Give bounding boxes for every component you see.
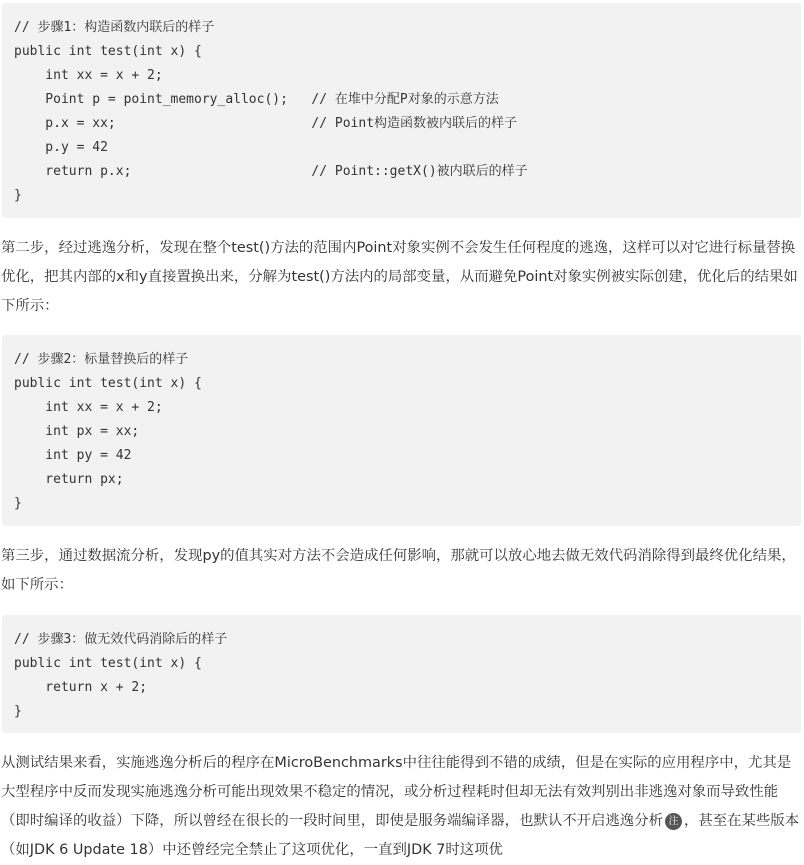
code-line: Point p = point_memory_alloc(); // 在堆中分配P对象的示意方法: [14, 92, 499, 107]
code-line: // 步骤3：做无效代码消除后的样子: [14, 632, 228, 647]
code-line: }: [14, 496, 22, 511]
code-line: }: [14, 188, 22, 203]
paragraph-text: ，甚至在某些版本（如JDK 6 Update 18）中还曾经完全禁止了这项优化，一直到JDK 7时这项优: [1, 813, 800, 858]
code-line: // 步骤1：构造函数内联后的样子: [14, 20, 215, 35]
code-line: return p.x; // Point::getX()被内联后的样子: [14, 164, 528, 179]
code-line: // 步骤2：标量替换后的样子: [14, 352, 189, 367]
paragraph-text: 从测试结果来看，实施逃逸分析后的程序在MicroBenchmarks中往往能得到不错的成绩，但是在实际的应用程序中，尤其是大型程序中反而发现实施逃逸分析可能出现效果不稳定的情况，或分析过程耗时但却无法有效判别出非逃逸对象而导致性能（即时编译的收益）下降，所以曾经在很长的一段时间里，即使是服务端编译器，也默认不开启逃逸分析: [1, 755, 792, 829]
code-line: return x + 2;: [14, 680, 148, 695]
code-line: public int test(int x) {: [14, 376, 202, 391]
paragraph-escape-analysis-results: [1, 749, 803, 865]
code-line: int xx = x + 2;: [14, 68, 163, 83]
code-line: }: [14, 704, 22, 719]
paragraph-step3-intro: 第三步，通过数据流分析，发现py的值其实对方法不会造成任何影响，那就可以放心地去做无效代码消除得到最终优化结果，如下所示：: [1, 548, 796, 593]
code-line: int xx = x + 2;: [14, 400, 163, 415]
footnote-badge[interactable]: 注: [665, 813, 682, 830]
code-line: int px = xx;: [14, 424, 140, 439]
paragraph-step2-intro: 第二步，经过逃逸分析，发现在整个test()方法的范围内Point对象实例不会发生任何程度的逃逸，这样可以对它进行标量替换优化，把其内部的x和y直接置换出来，分解为test()方法内的局部变量，从而避免Point对象实例被实际创建，优化后的结果如下所示：: [1, 240, 798, 314]
code-block-step3: [2, 615, 801, 733]
code-line: public int test(int x) {: [14, 656, 202, 671]
code-block-step1: [2, 3, 801, 218]
code-line: p.y = 42: [14, 140, 108, 155]
code-line: int py = 42: [14, 448, 132, 463]
code-line: public int test(int x) {: [14, 44, 202, 59]
code-block-step2: [2, 335, 801, 526]
code-line: p.x = xx; // Point构造函数被内联后的样子: [14, 116, 518, 131]
code-line: return px;: [14, 472, 124, 487]
